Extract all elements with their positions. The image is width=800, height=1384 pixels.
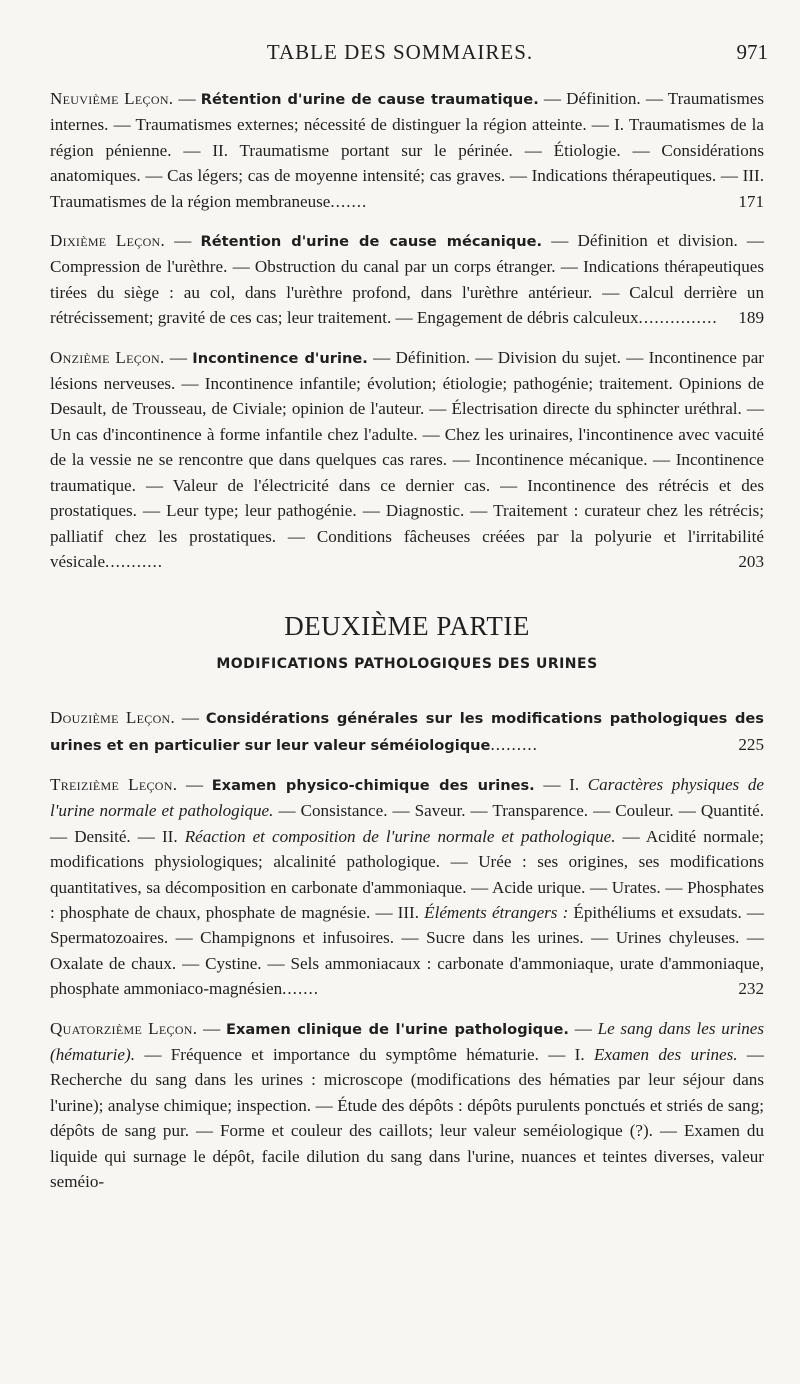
entry-text: — Définition. — Division du sujet. — Incontinence par lésions nerveuses. — Incontinence infantile; évolution; étiologie; pathogénie; traitement. Opinions de Desault, de Trousseau, de Civiale; opinion de l'auteur. — Électrisation directe du sphincter uréthral. — Un cas d'incontinence à forme infantile chez l'adulte. — Chez les urinaires, l'incontinence avec vacuité de la vessie ne se rencontre que dans quelques cas rares. — Incontinence mécanique. — Incontinence traumatique. — Valeur de l'électricité dans ce dernier cas. — Incontinence des rétrécis et des prostatiques. — Leur type; leur pathogénie. — Diagnostic. — Traitement : curateur chez les rétrécis; palliatif chez les prostatiques. — Conditions fâcheuses créées par la polyurie et l'irritabilité vésicale (50, 347, 764, 571)
entry-page: 203 (738, 551, 764, 571)
table-of-contents (50, 86, 764, 1208)
entry-text: Épithéliums et exsudats. — Spermatozoaires. — Champignons et infusoires. — Sucre dans les urines. — Urines chyleuses. — Oxalate de chaux. — Cystine. — Sels ammoniacaux : carbonate d'ammoniaque, urate d'ammoniaque, phosphate ammoniaco-magnésien (50, 902, 764, 999)
toc-entry-lecon-13: Treizième Leçon. — Examen physico-chimique des urines. — I. Caractères physiques de l'urine normale et pathologique. — Consistance. — Saveur. — Transparence. — Couleur. — Quantité. — Densité. — II. Réaction et composition de l'urine normale et pathologique. — Acidité normale; modifications physiologiques; alcalinité pathologique. — Urée : ses origines, ses modifications quantitatives, sa décomposition en carbonate d'ammoniaque. — Acide urique. — Urates. — Phosphates : phosphate de chaux, phosphate de magnésie. — III. Éléments étrangers : Épithéliums et exsudats. — Spermatozoaires. — Champignons et infusoires. — Sucre dans les urines. — Urines chyleuses. — Oxalate de chaux. — Cystine. — Sels ammoniacaux : carbonate d'ammoniaque, urate d'ammoniaque, phosphate ammoniaco-magnésien....... 232 (50, 772, 764, 1002)
entry-text: — I. (534, 774, 588, 794)
toc-entry-lecon-9: Neuvième Leçon. — Rétention d'urine de cause traumatique. — Définition. — Traumatismes internes. — Traumatismes externes; nécessité de distinguer la région atteinte. — I. Traumatismes de la région pénienne. — II. Traumatisme portant sur le périnée. — Étiologie. — Considérations anatomiques. — Cas légers; cas de moyenne intensité; cas graves. — Indications thérapeutiques. — III. Traumatismes de la région membraneuse....... 171 (50, 86, 764, 214)
entry-page: 232 (738, 979, 764, 999)
lecon-label: Quatorzième Leçon. (50, 1018, 198, 1038)
toc-entry-lecon-11: Onzième Leçon. — Incontinence d'urine. — Définition. — Division du sujet. — Incontinence par lésions nerveuses. — Incontinence infantile; évolution; étiologie; pathogénie; traitement. Opinions de Desault, de Trousseau, de Civiale; opinion de l'auteur. — Électrisation directe du sphincter uréthral. — Un cas d'incontinence à forme infantile chez l'adulte. — Chez les urinaires, l'incontinence avec vacuité de la vessie ne se rencontre que dans quelques cas rares. — Incontinence mécanique. — Incontinence traumatique. — Valeur de l'électricité dans ce dernier cas. — Incontinence des rétrécis et des prostatiques. — Leur type; leur pathogénie. — Diagnostic. — Traitement : curateur chez les rétrécis; palliatif chez les prostatiques. — Conditions fâcheuses créées par la polyurie et l'irritabilité vésicale........... 203 (50, 345, 764, 575)
toc-entry-lecon-14: Quatorzième Leçon. — Examen clinique de l'urine pathologique. — Le sang dans les urines (hématurie). — Fréquence et importance du symptôme hématurie. — I. Examen des urines. — Recherche du sang dans les urines : microscope (modifications des hématies par leur séjour dans l'urine); analyse chimique; inspection. — Étude des dépôts : dépôts purulents ponctués et striés de sang; dépôts de sang pur. — Forme et couleur des caillots; leur valeur seméiologique (?). — Examen du liquide qui surnage le dépôt, facile dilution du sang dans l'urine, nuances et teintes diverses, valeur seméio- (50, 1018, 765, 1192)
entry-heading: Examen physico-chimique des urines. (211, 776, 535, 794)
entry-italic: Examen des urines. (593, 1045, 738, 1064)
entry-text: — Recherche du sang dans les urines : microscope (modifications des hématies par leur séjour dans l'urine); analyse chimique; inspection. — Étude des dépôts : dépôts purulents ponctués et striés de sang; dépôts de sang pur. — Forme et couleur des caillots; leur valeur seméiologique (?). — Examen du liquide qui surnage le dépôt, facile dilution du sang dans l'urine, nuances et teintes diverses, valeur seméio- (50, 1045, 764, 1192)
running-head (0, 40, 800, 70)
entry-text: — Définition et division. — Compression de l'urèthre. — Obstruction du canal par un corps étranger. — Indications thérapeutiques tirées du siège : au col, dans l'urèthre profond, dans l'urèthre antérieur. — Calcul derrière un rétrécissement; gravité de ces cas; leur traitement. — Engagement de débris calculeux (50, 231, 765, 328)
lecon-label: Dixième Leçon. (50, 231, 166, 251)
entry-text: — Consistance. — Saveur. — Transparence. — Couleur. — Quantité. — Densité. — II. (50, 801, 764, 846)
running-title: TABLE DES SOMMAIRES. (266, 40, 534, 64)
entry-italic: Réaction et composition de l'urine normale et pathologique. (184, 826, 616, 846)
entry-heading: Rétention d'urine de cause traumatique. (200, 91, 539, 108)
entry-heading: Incontinence d'urine. (192, 349, 368, 367)
lecon-label: Onzième Leçon. (50, 347, 165, 367)
entry-page: 171 (738, 191, 764, 211)
entry-text: — Fréquence et importance du symptôme hématurie. — I. (134, 1045, 594, 1064)
entry-italic: Éléments étrangers : (424, 902, 569, 922)
entry-heading: Examen clinique de l'urine pathologique. (225, 1020, 569, 1038)
lecon-label: Douzième Leçon. (50, 708, 176, 728)
part-title: DEUXIÈME PARTIE (284, 611, 530, 642)
page-number: 971 (736, 40, 768, 64)
lecon-label: Neuvième Leçon. (50, 89, 174, 108)
entry-text: — Acidité normale; modifications physiologiques; alcalinité pathologique. — Urée : ses origines, ses modifications quantitatives, sa décomposition en carbonate d'ammoniaque. — Acide urique. — Urates. — Phosphates : phosphate de chaux, phosphate de magnésie. — III. (50, 826, 764, 922)
part-subtitle: MODIFICATIONS PATHOLOGIQUES DES URINES (216, 655, 598, 672)
toc-entry-lecon-10: Dixième Leçon. — Rétention d'urine de cause mécanique. — Définition et division. — Compression de l'urèthre. — Obstruction du canal par un corps étranger. — Indications thérapeutiques tirées du siège : au col, dans l'urèthre profond, dans l'urèthre antérieur. — Calcul derrière un rétrécissement; gravité de ces cas; leur traitement. — Engagement de débris calculeux............... 189 (50, 228, 764, 331)
entry-heading: Rétention d'urine de cause mécanique. (200, 233, 543, 251)
entry-italic: Le sang dans les urines (hématurie). (50, 1018, 765, 1064)
entry-page: 225 (738, 734, 764, 754)
toc-entry-lecon-12: Douzième Leçon. — Considérations générales sur les modifications pathologiques des urines et en particulier sur leur valeur séméiologique......... 225 (50, 705, 764, 758)
entry-italic: Caractères physiques de l'urine normale et pathologique. (50, 774, 764, 821)
entry-text: — Définition. — Traumatismes internes. — Traumatismes externes; nécessité de distinguer la région atteinte. — I. Traumatismes de la région pénienne. — II. Traumatisme portant sur le périnée. — Étiologie. — Considérations anatomiques. — Cas légers; cas de moyenne intensité; cas graves. — Indications thérapeutiques. — III. Traumatismes de la région membraneuse (50, 89, 765, 211)
entry-heading: Considérations générales sur les modifications pathologiques des urines et en particulier sur leur valeur séméiologique (50, 710, 764, 754)
entry-page: 189 (738, 308, 764, 328)
lecon-label: Treizième Leçon. (50, 774, 178, 794)
entry-text: — (568, 1018, 598, 1038)
